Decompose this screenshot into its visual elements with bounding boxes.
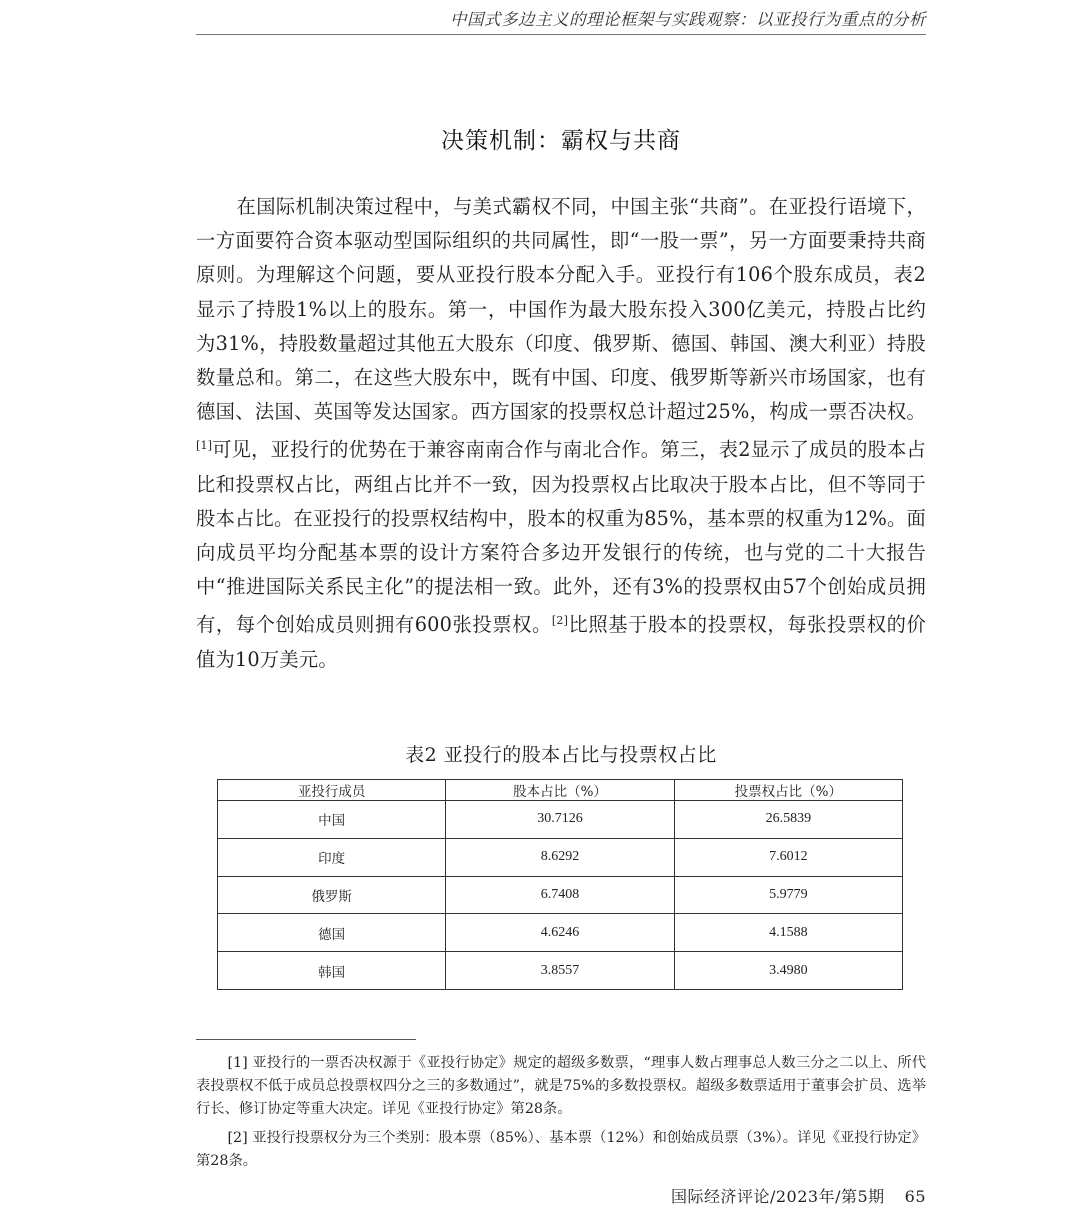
- footnote-ref-2[interactable]: [2]: [551, 614, 569, 628]
- column-header-member: 亚投行成员: [218, 780, 446, 801]
- member-name: 印度: [218, 838, 446, 876]
- paragraph-part-3: 比照基于股本的投票权，每张投票权的价值为10万美元。: [196, 613, 926, 671]
- member-name: 德国: [218, 914, 446, 952]
- voting-share-value: 7.6012: [674, 838, 902, 876]
- voting-share-value: 4.1588: [674, 914, 902, 952]
- voting-share-value: 26.5839: [674, 801, 902, 839]
- capital-share-value: 30.7126: [446, 801, 674, 839]
- footnote-ref-1[interactable]: [1]: [196, 439, 213, 453]
- body-paragraph: [196, 190, 926, 677]
- section-title: 决策机制：霸权与共商: [441, 128, 681, 154]
- table-row: [218, 914, 903, 952]
- header-divider: [196, 34, 926, 35]
- table-row: [218, 801, 903, 839]
- column-header-voting-share: 投票权占比（%）: [674, 780, 902, 801]
- member-name: 中国: [218, 801, 446, 839]
- table-caption: 表2 亚投行的股本占比与投票权占比: [405, 744, 717, 766]
- column-header-capital-share: 股本占比（%）: [446, 780, 674, 801]
- capital-share-value: 3.8557: [446, 952, 674, 990]
- paragraph-part-1: 在国际机制决策过程中，与美式霸权不同，中国主张“共商”。在亚投行语境下，一方面要符合资本驱动型国际组织的共同属性，即“一股一票”，另一方面要秉持共商原则。为理解这个问题，要从亚投行股本分配入手。亚投行有106个股东成员，表2显示了持股1%以上的股东。第一，中国作为最大股东投入300亿美元，持股占比约为31%，持股数量超过其他五大股东（印度、俄罗斯、德国、韩国、澳大利亚）持股数量总和。第二，在这些大股东中，既有中国、印度、俄罗斯等新兴市场国家，也有德国、法国、英国等发达国家。西方国家的投票权总计超过25%，构成一票否决权。: [196, 195, 926, 424]
- journal-info: 国际经济评论/2023年/第5期: [670, 1187, 885, 1206]
- table-row: [218, 952, 903, 990]
- capital-share-value: 6.7408: [446, 876, 674, 914]
- member-name: 俄罗斯: [218, 876, 446, 914]
- table-row: [218, 876, 903, 914]
- table-header-row: [218, 780, 903, 801]
- footnote-2: [2] 亚投行投票权分为三个类别：股本票（85%）、基本票（12%）和创始成员票（3%）。详见《亚投行协定》第28条。: [196, 1130, 926, 1169]
- voting-share-value: 5.9779: [674, 876, 902, 914]
- voting-share-value: 3.4980: [674, 952, 902, 990]
- footnotes: [196, 1052, 926, 1179]
- footnote-1: [1] 亚投行的一票否决权源于《亚投行协定》规定的超级多数票，“理事人数占理事总人数三分之二以上、所代表投票权不低于成员总投票权四分之三的多数通过”，就是75%的多数投票权。超级多数票适用于董事会扩员、选举行长、修订协定等重大决定。详见《亚投行协定》第28条。: [196, 1055, 926, 1117]
- footnote-divider: [196, 1039, 416, 1040]
- page-footer: [196, 1184, 926, 1207]
- page-number: 65: [904, 1187, 926, 1206]
- table-row: [218, 838, 903, 876]
- capital-share-value: 4.6246: [446, 914, 674, 952]
- paragraph-part-2: 可见，亚投行的优势在于兼容南南合作与南北合作。第三，表2显示了成员的股本占比和投票权占比，两组占比并不一致，因为投票权占比取决于股本占比，但不等同于股本占比。在亚投行的投票权结构中，股本的权重为85%，基本票的权重为12%。面向成员平均分配基本票的设计方案符合多边开发银行的传统，也与党的二十大报告中“推进国际关系民主化”的提法相一致。此外，还有3%的投票权由57个创始成员拥有，每个创始成员则拥有600张投票权。: [196, 438, 926, 637]
- capital-share-value: 8.6292: [446, 838, 674, 876]
- member-name: 韩国: [218, 952, 446, 990]
- shareholding-table: [217, 779, 903, 990]
- running-header: 中国式多边主义的理论框架与实践观察：以亚投行为重点的分析: [450, 10, 926, 29]
- paragraph-text: [196, 190, 926, 677]
